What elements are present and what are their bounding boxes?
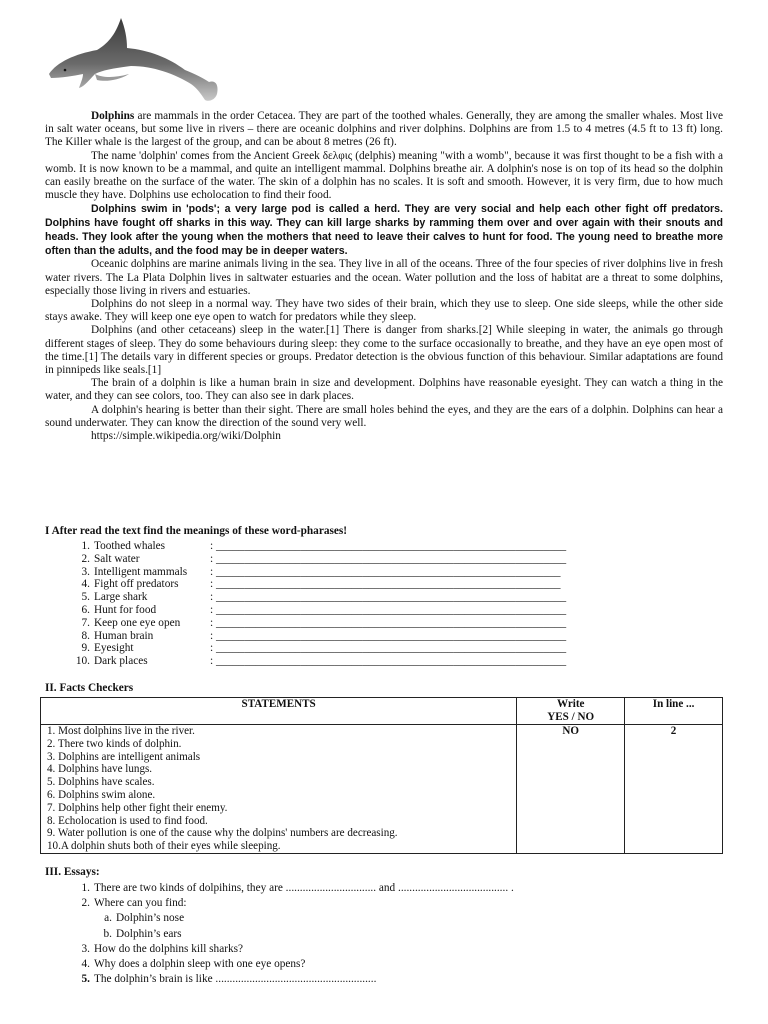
facts-header-row bbox=[41, 698, 723, 725]
section-2-title: II. Facts Checkers bbox=[45, 682, 134, 694]
statement-cell: 10.A dolphin shuts both of their eyes while sleeping. bbox=[41, 840, 517, 853]
statements-header: STATEMENTS bbox=[41, 698, 517, 725]
line-cell[interactable] bbox=[625, 776, 723, 789]
vocab-term: Toothed whales bbox=[94, 540, 166, 552]
line-cell[interactable] bbox=[625, 751, 723, 764]
write-header-line-2: YES / NO bbox=[547, 710, 595, 723]
vocabulary-list bbox=[68, 540, 566, 668]
vocab-item bbox=[68, 655, 566, 668]
table-row bbox=[41, 738, 723, 751]
vocab-item bbox=[68, 566, 566, 579]
question-text: How do the dolphins kill sharks? bbox=[94, 942, 244, 955]
statement-cell: 9. Water pollution is one of the cause why the dolpins' numbers are decreasing. bbox=[41, 827, 517, 840]
section-3-title: III. Essays: bbox=[45, 866, 100, 878]
vocab-number: 8. bbox=[81, 629, 90, 642]
subquestion-text: Dolphin’s ears bbox=[116, 927, 182, 940]
line-cell[interactable] bbox=[625, 789, 723, 802]
table-row bbox=[41, 776, 723, 789]
vocab-item bbox=[68, 617, 566, 630]
source-link[interactable]: https://simple.wikipedia.org/wiki/Dolphin bbox=[91, 430, 281, 443]
vocab-term: Intelligent mammals bbox=[94, 565, 188, 578]
vocab-answer-line[interactable]: : ______________________________________________________________ bbox=[210, 616, 567, 629]
yes-no-cell[interactable] bbox=[517, 776, 625, 789]
statement-cell: 2. There two kinds of dolphin. bbox=[41, 738, 517, 751]
vocab-answer-line[interactable]: : ______________________________________________________________ bbox=[210, 591, 567, 604]
paragraph-5: Dolphins do not sleep in a normal way. They have two sides of their brain, which they use to sleep. One side sleeps, while the other side stays awake. They will keep one eye open to watch for predators while they sleep. bbox=[45, 298, 723, 324]
yes-no-cell[interactable] bbox=[517, 827, 625, 840]
question-number: 2. bbox=[81, 897, 90, 910]
vocab-number: 3. bbox=[81, 565, 90, 578]
yes-no-cell[interactable] bbox=[517, 802, 625, 815]
statement-cell: 6. Dolphins swim alone. bbox=[41, 789, 517, 802]
vocab-number: 7. bbox=[81, 616, 90, 629]
paragraph-8: A dolphin's hearing is better than their sight. There are small holes behind the eyes, and they are the ears of a dolphin. Dolphins can hear a sound underwater. They can know the direction of the sound very well. bbox=[45, 403, 723, 429]
essay-subquestion bbox=[68, 911, 514, 926]
question-text: There are two kinds of dolpihins, they are ................................ and ....................................... . bbox=[94, 882, 514, 894]
table-row bbox=[41, 763, 723, 776]
inline-header: In line ... bbox=[625, 698, 723, 725]
line-cell[interactable] bbox=[625, 840, 723, 853]
yes-no-cell[interactable] bbox=[517, 738, 625, 751]
table-row bbox=[41, 725, 723, 738]
line-cell[interactable] bbox=[625, 738, 723, 751]
article-text bbox=[45, 110, 723, 443]
paragraph-1-text: are mammals in the order Cetacea. They are part of the toothed whales. Generally, they are among the smaller whales. Most live in salt water oceans, but some live in rivers – there are oceanic dolphins and river dolphins. Dolphins are from 1.5 to 4 metres (4.5 ft to 13 ft) long. The Killer whale is the largest of the group, and can be about 8 metres (26 ft). bbox=[45, 110, 723, 149]
essay-question bbox=[68, 942, 514, 957]
essay-questions bbox=[68, 881, 514, 987]
facts-table bbox=[40, 697, 723, 854]
line-cell[interactable] bbox=[625, 802, 723, 815]
vocab-number: 10. bbox=[75, 655, 90, 668]
paragraph-3: Dolphins swim in 'pods'; a very large pod is called a herd. They are very social and help each other fight off predators. Dolphins have fought off sharks in this way. They can kill large sharks by ramming them over and over again with their snouts and heads. They look after the young when the mothers that need to leave their calves to hunt for food. The young need to breathe more often than the adults, and the food may be in deeper waters. bbox=[45, 203, 723, 258]
question-number: 5. bbox=[81, 973, 90, 986]
vocab-term: Large shark bbox=[94, 591, 148, 604]
table-row bbox=[41, 802, 723, 815]
vocab-answer-line[interactable]: : ______________________________________________________________ bbox=[210, 540, 567, 552]
table-row bbox=[41, 827, 723, 840]
line-cell[interactable] bbox=[625, 827, 723, 840]
write-header-line-1: Write bbox=[556, 698, 585, 710]
vocab-number: 1. bbox=[81, 540, 90, 552]
paragraph-2: The name 'dolphin' comes from the Ancient Greek δελφις (delphis) meaning "with a womb", because it was first thought to be a fish with a womb. It is now known to be a mammal, and quite an intelligent mammal. Dolphins breathe air. A dolphin's nose is on top of its head so the dolphin can easily breathe on the surface of the water. The skin of a dolphin has no scales. It is soft and smooth. However, it is very firm, due to how much muscle they have. Dolphins use echolocation to find their food. bbox=[45, 149, 723, 202]
yes-no-cell[interactable] bbox=[517, 789, 625, 802]
vocab-number: 6. bbox=[81, 603, 90, 616]
paragraph-4: Oceanic dolphins are marine animals living in the sea. They live in all of the oceans. Three of the four species of river dolphins live in fresh water rivers. The La Plata Dolphin lives in saltwater estuaries and the ocean. Water pollution and the loss of habitat are a threat to some dolphins, especially those living in rivers and estuaries. bbox=[45, 258, 723, 297]
question-number: 1. bbox=[81, 882, 90, 894]
dolphin-illustration bbox=[45, 14, 220, 110]
statement-cell: 8. Echolocation is used to find food. bbox=[41, 815, 517, 828]
vocab-number: 5. bbox=[81, 591, 90, 604]
essay-question bbox=[68, 957, 514, 972]
vocab-answer-line[interactable]: : ______________________________________________________________ bbox=[210, 603, 567, 616]
vocab-term: Hunt for food bbox=[94, 603, 157, 616]
vocab-term: Dark places bbox=[94, 655, 148, 668]
line-cell[interactable]: 2 bbox=[625, 725, 723, 738]
vocab-item bbox=[68, 553, 566, 566]
essay-question bbox=[68, 972, 514, 987]
table-row bbox=[41, 789, 723, 802]
yes-no-cell[interactable]: NO bbox=[517, 725, 625, 738]
vocab-item bbox=[68, 578, 566, 591]
yes-no-cell[interactable] bbox=[517, 763, 625, 776]
vocab-term: Eyesight bbox=[94, 642, 134, 655]
line-cell[interactable] bbox=[625, 815, 723, 828]
vocab-term: Keep one eye open bbox=[94, 616, 181, 629]
vocab-answer-line[interactable]: : ______________________________________________________________ bbox=[210, 629, 567, 642]
section-1-title: I After read the text find the meanings of these word-pharases! bbox=[45, 525, 348, 537]
paragraph-7: The brain of a dolphin is like a human brain in size and development. Dolphins have reasonable eyesight. They can watch a thing in the water, and they can see colors, too. They can also see in dark places. bbox=[45, 377, 723, 403]
vocab-number: 2. bbox=[81, 552, 90, 565]
subquestion-letter: a. bbox=[104, 912, 112, 925]
yes-no-cell[interactable] bbox=[517, 751, 625, 764]
vocab-item bbox=[68, 604, 566, 617]
statement-cell: 4. Dolphins have lungs. bbox=[41, 763, 517, 776]
question-number: 3. bbox=[81, 942, 90, 955]
essay-question bbox=[68, 881, 514, 896]
yes-no-cell[interactable] bbox=[517, 815, 625, 828]
question-number: 4. bbox=[81, 958, 90, 971]
vocab-item bbox=[68, 591, 566, 604]
question-text: Where can you find: bbox=[94, 897, 187, 910]
paragraph-1 bbox=[45, 110, 723, 150]
vocab-item bbox=[68, 540, 566, 553]
yes-no-cell[interactable] bbox=[517, 840, 625, 853]
vocab-item bbox=[68, 630, 566, 643]
vocab-term: Human brain bbox=[94, 629, 154, 642]
table-row bbox=[41, 751, 723, 764]
vocab-answer-line[interactable]: : ______________________________________________________________ bbox=[210, 655, 567, 668]
statement-cell: 5. Dolphins have scales. bbox=[41, 776, 517, 789]
vocab-answer-line[interactable]: : ______________________________________________________________ bbox=[210, 642, 567, 655]
statement-cell: 3. Dolphins are intelligent animals bbox=[41, 751, 517, 764]
vocab-term: Fight off predators bbox=[94, 578, 179, 591]
vocab-term: Salt water bbox=[94, 552, 140, 565]
table-row bbox=[41, 840, 723, 853]
statement-cell: 7. Dolphins help other fight their enemy. bbox=[41, 802, 517, 815]
question-text: Why does a dolphin sleep with one eye opens? bbox=[94, 958, 306, 971]
dolphins-keyword: Dolphins bbox=[91, 110, 135, 122]
question-text: The dolphin’s brain is like ......................................................... bbox=[94, 973, 377, 986]
vocab-answer-line[interactable]: : ______________________________________________________________ bbox=[210, 552, 567, 565]
paragraph-6: Dolphins (and other cetaceans) sleep in the water.[1] There is danger from sharks.[2] While sleeping in water, the animals go through different stages of sleep. They do some behaviours during sleep: they come to the surface occasionally to breathe, and they have an eye open most of the time.[1] The details vary in different species or groups. Predator detection is the obvious function of this behaviour. Similar adaptations are found in pinnipeds like seals.[1] bbox=[45, 324, 723, 377]
vocab-answer-line[interactable]: : _____________________________________________________________ bbox=[210, 578, 561, 591]
vocab-number: 4. bbox=[81, 578, 90, 591]
vocab-answer-line[interactable]: : _____________________________________________________________ bbox=[210, 565, 561, 578]
subquestion-letter: b. bbox=[103, 927, 112, 940]
vocab-number: 9. bbox=[81, 642, 90, 655]
table-row bbox=[41, 815, 723, 828]
subquestion-text: Dolphin’s nose bbox=[116, 912, 185, 925]
essay-question bbox=[68, 896, 514, 911]
line-cell[interactable] bbox=[625, 763, 723, 776]
statement-cell: 1. Most dolphins live in the river. bbox=[41, 725, 517, 738]
write-header bbox=[517, 698, 625, 725]
essay-subquestion bbox=[68, 927, 514, 942]
vocab-item bbox=[68, 642, 566, 655]
